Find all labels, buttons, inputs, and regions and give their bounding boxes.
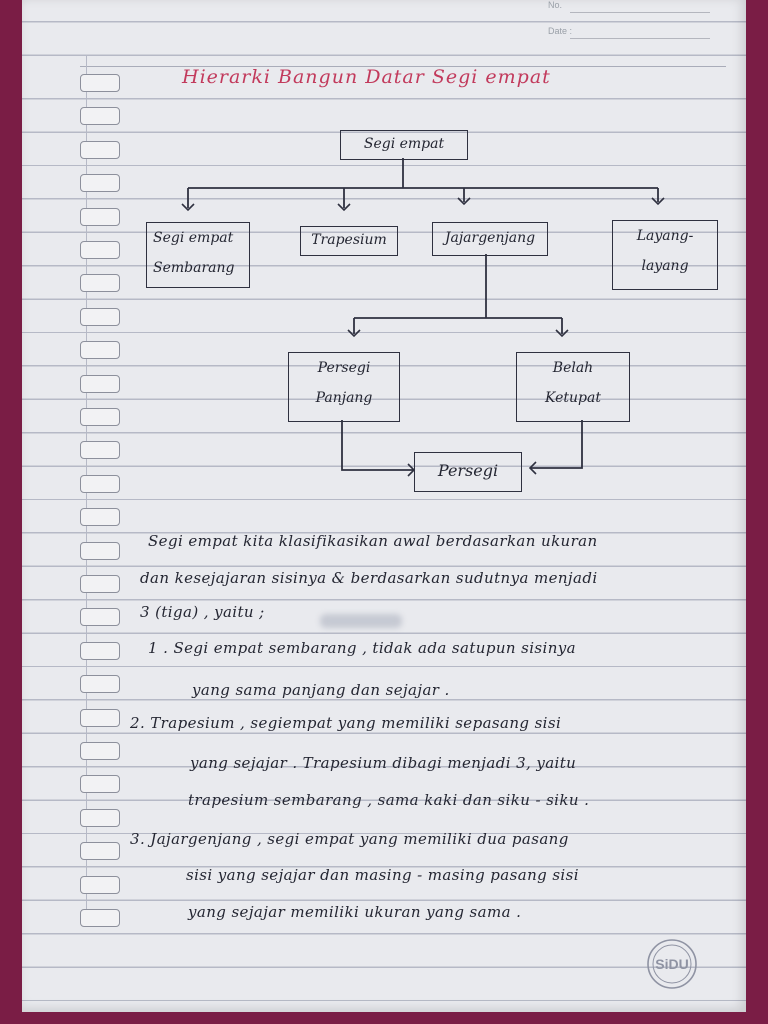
notebook-page — [22, 0, 746, 1012]
redacted-blur — [320, 614, 402, 628]
node-segi-empat-sembarang — [146, 222, 250, 288]
node-label-line: layang — [641, 258, 689, 274]
date-label: Date : — [548, 26, 573, 36]
body-line: 2. Trapesium , segiempat yang memiliki sepasang sisi — [130, 714, 562, 732]
pp-to-persegi — [342, 420, 414, 470]
body-line: 3 (tiga) , yaitu ; — [140, 603, 265, 621]
node-belah-ketupat — [516, 352, 630, 422]
body-line: 3. Jajargenjang , segi empat yang memiliki dua pasang — [130, 830, 569, 848]
node-jajargenjang: Jajargenjang — [432, 222, 548, 256]
node-label-line: Belah — [552, 360, 594, 376]
page-title: Hierarki Bangun Datar Segi empat — [182, 66, 551, 88]
body-line: yang sama panjang dan sejajar . — [192, 681, 450, 699]
node-label-line: Persegi — [317, 360, 371, 376]
node-label-line: Ketupat — [545, 390, 601, 406]
body-line: dan kesejajaran sisinya & berdasarkan sudutnya menjadi — [140, 569, 598, 587]
body-line: yang sejajar memiliki ukuran yang sama . — [188, 903, 522, 921]
node-layang-layang — [612, 220, 718, 290]
node-label-line: Layang- — [636, 228, 694, 244]
node-trapesium: Trapesium — [300, 226, 398, 256]
node-label-line: Panjang — [315, 390, 373, 406]
body-line: trapesium sembarang , sama kaki dan siku - siku . — [188, 791, 590, 809]
node-label-line: Sembarang — [153, 260, 235, 276]
node-segi-empat-root: Segi empat — [340, 130, 468, 160]
node-persegi: Persegi — [414, 452, 522, 492]
node-persegi-panjang — [288, 352, 400, 422]
logo-text: SiDU — [655, 956, 689, 972]
body-line: Segi empat kita klasifikasikan awal berdasarkan ukuran — [148, 532, 598, 550]
bk-to-persegi — [530, 420, 582, 468]
sidu-logo — [646, 938, 698, 990]
no-label: No. — [548, 0, 563, 10]
body-line: sisi yang sejajar dan masing - masing pasang sisi — [186, 866, 579, 884]
body-line: yang sejajar . Trapesium dibagi menjadi 3, yaitu — [190, 754, 577, 772]
node-label-line: Segi empat — [153, 230, 234, 246]
body-line: 1 . Segi empat sembarang , tidak ada satupun sisinya — [148, 639, 577, 657]
